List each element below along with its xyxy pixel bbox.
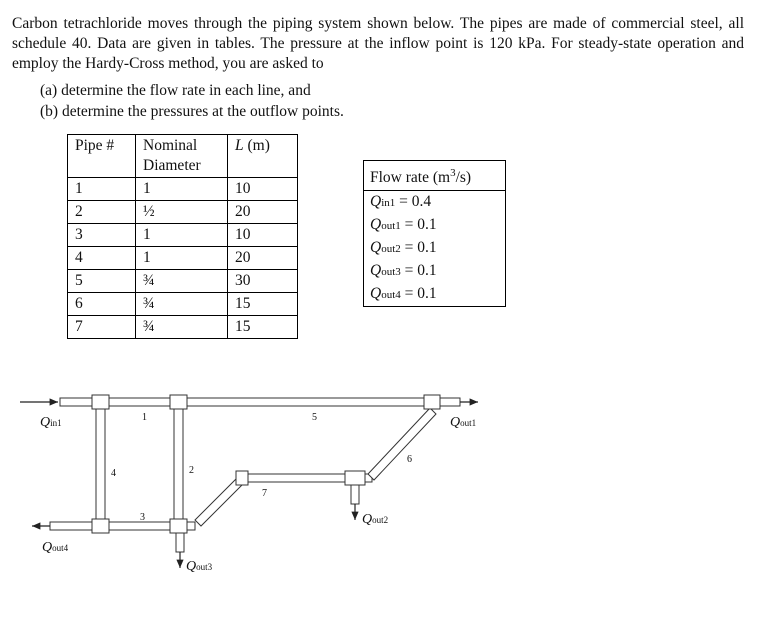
pipe-1: [60, 398, 185, 406]
table-row: [364, 214, 506, 237]
pipe-6: [368, 408, 436, 480]
flow-row: [364, 214, 506, 237]
flow-q: Q: [370, 193, 382, 211]
flow-q: Q: [370, 239, 382, 257]
cell-diameter: 1: [136, 224, 228, 247]
table-row: [364, 283, 506, 307]
flow-q: Q: [370, 216, 382, 234]
cell-diameter: ¾: [136, 270, 228, 293]
flow-sub: out4: [381, 289, 401, 302]
piping-diagram: [0, 370, 768, 610]
pipe-label-5: 5: [312, 412, 317, 423]
cell-length: 15: [228, 293, 298, 316]
header-pipe: Pipe #: [68, 135, 136, 178]
flow-sub: out3: [381, 266, 401, 279]
flow-header-sup: 3: [450, 167, 456, 179]
flow-sub: out1: [381, 220, 401, 233]
fitting-out2: [345, 471, 365, 485]
fitting-bottom-left: [92, 519, 109, 533]
fitting-tee-left: [92, 395, 109, 409]
cell-pipe: 5: [68, 270, 136, 293]
cell-pipe: 2: [68, 201, 136, 224]
flow-value: = 0.1: [400, 262, 437, 280]
pipe-2: [174, 406, 183, 524]
cell-diameter: ¾: [136, 293, 228, 316]
table-row: [68, 247, 298, 270]
pipe-5: [178, 398, 440, 406]
table-row: [68, 270, 298, 293]
table-row: [68, 316, 298, 339]
cell-length: 20: [228, 201, 298, 224]
cell-diameter: 1: [136, 247, 228, 270]
cell-length: 10: [228, 224, 298, 247]
header-length: L (m): [228, 135, 298, 178]
flow-table-header: [364, 161, 506, 191]
flow-row: [364, 260, 506, 283]
cell-length: 30: [228, 270, 298, 293]
flow-row: [364, 237, 506, 260]
cell-pipe: 7: [68, 316, 136, 339]
label-q-out3: Qout3: [186, 559, 213, 574]
flow-q: Q: [370, 285, 382, 303]
flow-header-end: /s): [455, 169, 472, 187]
flow-value: = 0.1: [400, 216, 437, 234]
pipe-label-6: 6: [407, 454, 412, 465]
flow-q: Q: [370, 262, 382, 280]
pipe-label-4: 4: [111, 468, 116, 479]
fitting-bottom-mid: [170, 519, 187, 533]
cell-length: 20: [228, 247, 298, 270]
cell-pipe: 3: [68, 224, 136, 247]
label-q-out2: Qout2: [362, 512, 389, 527]
pipe-label-2: 2: [189, 465, 194, 476]
flow-header: [364, 161, 506, 191]
pipe-4: [96, 406, 105, 524]
pipe-table-header: [68, 135, 298, 178]
label-q-out4: Qout4: [42, 540, 69, 555]
fitting-right: [424, 395, 440, 409]
pipe-label-1: 1: [142, 412, 147, 423]
flow-sub: out2: [381, 243, 401, 256]
header-diameter-line1: Nominal: [143, 137, 198, 154]
table-row: [364, 237, 506, 260]
table-row: [68, 293, 298, 316]
cell-diameter: 1: [136, 178, 228, 201]
table-row: [68, 201, 298, 224]
cell-pipe: 1: [68, 178, 136, 201]
flow-value: = 0.1: [400, 285, 437, 303]
table-row: [68, 178, 298, 201]
header-diameter: [136, 135, 228, 178]
label-q-out1: Qout1: [450, 415, 477, 430]
fitting-elbow: [236, 471, 248, 485]
label-q-in1: Qin1: [40, 415, 62, 430]
cell-pipe: 6: [68, 293, 136, 316]
cell-length: 10: [228, 178, 298, 201]
flow-row: [364, 283, 506, 307]
flow-rate-table: [363, 160, 506, 307]
table-row: [364, 260, 506, 283]
header-diameter-line2: Diameter: [143, 157, 201, 174]
cell-diameter: ½: [136, 201, 228, 224]
part-a: (a) determine the flow rate in each line, and: [40, 82, 311, 99]
problem-parts: [40, 80, 344, 122]
flow-row: [364, 191, 506, 215]
pipe-label-7: 7: [262, 488, 267, 499]
flow-value: = 0.1: [400, 239, 437, 257]
problem-paragraph: Carbon tetrachloride moves through the piping system shown below. The pipes are made of commercial steel, all schedule 40. Data are given in tables. The pressure at the inflow point is 120 kPa. For steady-state operation and employ the Hardy-Cross method, you are asked to: [12, 15, 744, 72]
flow-header-text: Flow rate (m: [370, 169, 451, 187]
cell-pipe: 4: [68, 247, 136, 270]
pipe-table: [67, 134, 298, 339]
part-b: (b) determine the pressures at the outflow points.: [40, 103, 344, 120]
outlet-out1: [440, 398, 460, 406]
flow-value: = 0.4: [395, 193, 432, 211]
fitting-tee-mid: [170, 395, 187, 409]
flow-sub: in1: [381, 197, 396, 210]
cell-diameter: ¾: [136, 316, 228, 339]
table-row: [68, 224, 298, 247]
pipe-label-3: 3: [140, 512, 145, 523]
table-row: [364, 191, 506, 215]
cell-length: 15: [228, 316, 298, 339]
problem-statement: [12, 14, 744, 74]
